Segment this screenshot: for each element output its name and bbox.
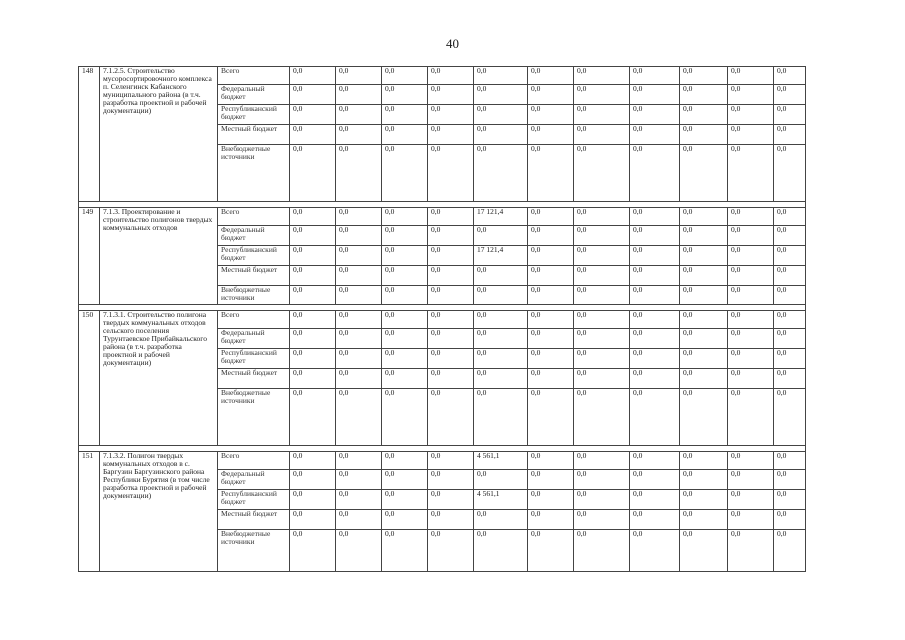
value-cell: 0,0 bbox=[774, 452, 806, 470]
value-cell: 0,0 bbox=[630, 329, 680, 349]
value-cell: 0,0 bbox=[630, 510, 680, 530]
value-cell: 0,0 bbox=[382, 490, 428, 510]
value-cell: 0,0 bbox=[290, 226, 336, 246]
value-cell: 0,0 bbox=[774, 125, 806, 145]
funding-source: Республиканский бюджет bbox=[218, 490, 290, 510]
page-number: 40 bbox=[446, 36, 459, 51]
value-cell: 0,0 bbox=[290, 510, 336, 530]
value-cell: 0,0 bbox=[630, 470, 680, 490]
value-cell: 0,0 bbox=[774, 490, 806, 510]
value-cell: 0,0 bbox=[290, 490, 336, 510]
value-cell: 0,0 bbox=[574, 246, 630, 266]
funding-source: Республиканский бюджет bbox=[218, 105, 290, 125]
value-cell: 0,0 bbox=[336, 125, 382, 145]
value-cell: 0,0 bbox=[528, 349, 574, 369]
value-cell: 0,0 bbox=[680, 470, 728, 490]
value-cell: 0,0 bbox=[574, 226, 630, 246]
value-cell: 0,0 bbox=[680, 329, 728, 349]
value-cell: 0,0 bbox=[290, 125, 336, 145]
value-cell: 0,0 bbox=[474, 329, 528, 349]
funding-source: Федеральный бюджет bbox=[218, 226, 290, 246]
value-cell: 0,0 bbox=[680, 67, 728, 85]
value-cell: 0,0 bbox=[630, 530, 680, 572]
measure-title: 7.1.2.5. Строительство мусоросортировочного комплекса п. Селенгинск Кабанского муниципального района (в т.ч. разработка проектной и рабочей документации) bbox=[100, 67, 218, 202]
value-cell: 0,0 bbox=[728, 125, 774, 145]
value-cell: 0,0 bbox=[474, 85, 528, 105]
value-cell: 0,0 bbox=[290, 470, 336, 490]
value-cell: 0,0 bbox=[680, 369, 728, 389]
value-cell: 0,0 bbox=[774, 67, 806, 85]
value-cell: 0,0 bbox=[528, 266, 574, 286]
value-cell: 0,0 bbox=[382, 226, 428, 246]
value-cell: 0,0 bbox=[428, 246, 474, 266]
value-cell: 0,0 bbox=[336, 389, 382, 446]
value-cell: 0,0 bbox=[680, 286, 728, 305]
row-number: 148 bbox=[79, 67, 100, 202]
funding-source: Всего bbox=[218, 67, 290, 85]
funding-source: Всего bbox=[218, 311, 290, 329]
value-cell: 0,0 bbox=[728, 246, 774, 266]
measure-title: 7.1.3.1. Строительство полигона твердых коммунальных отходов сельского поселения Турунтаевское Прибайкальского района (в т.ч. разработка проектной и рабочей документации) bbox=[100, 311, 218, 446]
value-cell: 0,0 bbox=[630, 67, 680, 85]
value-cell: 0,0 bbox=[774, 510, 806, 530]
value-cell: 0,0 bbox=[528, 311, 574, 329]
value-cell: 0,0 bbox=[336, 246, 382, 266]
value-cell: 0,0 bbox=[336, 226, 382, 246]
value-cell: 0,0 bbox=[474, 67, 528, 85]
value-cell: 0,0 bbox=[528, 125, 574, 145]
value-cell: 0,0 bbox=[528, 490, 574, 510]
value-cell: 0,0 bbox=[290, 530, 336, 572]
value-cell: 0,0 bbox=[290, 452, 336, 470]
value-cell: 0,0 bbox=[382, 67, 428, 85]
value-cell: 0,0 bbox=[474, 286, 528, 305]
value-cell: 0,0 bbox=[630, 145, 680, 202]
funding-source: Республиканский бюджет bbox=[218, 246, 290, 266]
value-cell: 0,0 bbox=[382, 145, 428, 202]
value-cell: 0,0 bbox=[728, 470, 774, 490]
value-cell: 0,0 bbox=[728, 490, 774, 510]
value-cell: 0,0 bbox=[728, 286, 774, 305]
value-cell: 0,0 bbox=[528, 226, 574, 246]
value-cell: 0,0 bbox=[680, 510, 728, 530]
value-cell: 0,0 bbox=[428, 470, 474, 490]
value-cell: 0,0 bbox=[336, 311, 382, 329]
value-cell: 0,0 bbox=[474, 125, 528, 145]
value-cell: 0,0 bbox=[680, 452, 728, 470]
value-cell: 0,0 bbox=[574, 85, 630, 105]
value-cell: 0,0 bbox=[382, 266, 428, 286]
value-cell: 0,0 bbox=[574, 510, 630, 530]
value-cell: 0,0 bbox=[528, 286, 574, 305]
value-cell: 0,0 bbox=[774, 369, 806, 389]
value-cell: 0,0 bbox=[574, 490, 630, 510]
value-cell: 0,0 bbox=[290, 311, 336, 329]
value-cell: 0,0 bbox=[382, 125, 428, 145]
value-cell: 0,0 bbox=[680, 145, 728, 202]
value-cell: 17 121,4 bbox=[474, 208, 528, 226]
value-cell: 0,0 bbox=[630, 349, 680, 369]
value-cell: 0,0 bbox=[474, 369, 528, 389]
value-cell: 0,0 bbox=[382, 369, 428, 389]
value-cell: 0,0 bbox=[336, 286, 382, 305]
value-cell: 0,0 bbox=[630, 246, 680, 266]
value-cell: 0,0 bbox=[630, 452, 680, 470]
value-cell: 0,0 bbox=[680, 246, 728, 266]
value-cell: 0,0 bbox=[574, 389, 630, 446]
value-cell: 0,0 bbox=[680, 105, 728, 125]
value-cell: 0,0 bbox=[680, 311, 728, 329]
value-cell: 0,0 bbox=[528, 510, 574, 530]
table-row bbox=[79, 452, 806, 470]
value-cell: 0,0 bbox=[728, 349, 774, 369]
value-cell: 0,0 bbox=[774, 530, 806, 572]
value-cell: 0,0 bbox=[428, 510, 474, 530]
table-row bbox=[79, 208, 806, 226]
value-cell: 0,0 bbox=[428, 329, 474, 349]
value-cell: 0,0 bbox=[336, 530, 382, 572]
value-cell: 0,0 bbox=[680, 226, 728, 246]
value-cell: 0,0 bbox=[774, 85, 806, 105]
measure-title: 7.1.3.2. Полигон твердых коммунальных отходов в с. Баргузин Баргузинского района Республики Бурятия (в том числе разработка проектной и рабочей документации) bbox=[100, 452, 218, 572]
value-cell: 0,0 bbox=[474, 226, 528, 246]
value-cell: 0,0 bbox=[290, 389, 336, 446]
funding-source: Местный бюджет bbox=[218, 510, 290, 530]
value-cell: 0,0 bbox=[528, 145, 574, 202]
value-cell: 0,0 bbox=[528, 246, 574, 266]
value-cell: 0,0 bbox=[728, 311, 774, 329]
row-number: 149 bbox=[79, 208, 100, 305]
value-cell: 0,0 bbox=[428, 266, 474, 286]
value-cell: 0,0 bbox=[630, 105, 680, 125]
value-cell: 0,0 bbox=[336, 452, 382, 470]
value-cell: 0,0 bbox=[774, 389, 806, 446]
value-cell: 0,0 bbox=[774, 311, 806, 329]
value-cell: 0,0 bbox=[574, 452, 630, 470]
value-cell: 0,0 bbox=[728, 67, 774, 85]
value-cell: 0,0 bbox=[774, 208, 806, 226]
value-cell: 0,0 bbox=[680, 208, 728, 226]
table-row bbox=[79, 311, 806, 329]
row-number: 150 bbox=[79, 311, 100, 446]
value-cell: 0,0 bbox=[336, 470, 382, 490]
value-cell: 0,0 bbox=[382, 349, 428, 369]
value-cell: 0,0 bbox=[630, 226, 680, 246]
value-cell: 4 561,1 bbox=[474, 490, 528, 510]
value-cell: 0,0 bbox=[290, 266, 336, 286]
value-cell: 0,0 bbox=[728, 266, 774, 286]
value-cell: 0,0 bbox=[728, 369, 774, 389]
row-number: 151 bbox=[79, 452, 100, 572]
value-cell: 0,0 bbox=[382, 105, 428, 125]
value-cell: 0,0 bbox=[336, 349, 382, 369]
value-cell: 0,0 bbox=[728, 105, 774, 125]
funding-source: Внебюджетные источники bbox=[218, 389, 290, 446]
value-cell: 0,0 bbox=[728, 208, 774, 226]
value-cell: 0,0 bbox=[336, 369, 382, 389]
value-cell: 0,0 bbox=[428, 85, 474, 105]
value-cell: 0,0 bbox=[528, 452, 574, 470]
value-cell: 0,0 bbox=[728, 530, 774, 572]
value-cell: 0,0 bbox=[474, 105, 528, 125]
value-cell: 0,0 bbox=[382, 311, 428, 329]
value-cell: 0,0 bbox=[528, 105, 574, 125]
funding-source: Республиканский бюджет bbox=[218, 349, 290, 369]
value-cell: 0,0 bbox=[382, 510, 428, 530]
value-cell: 0,0 bbox=[336, 105, 382, 125]
value-cell: 0,0 bbox=[336, 208, 382, 226]
value-cell: 0,0 bbox=[574, 145, 630, 202]
value-cell: 0,0 bbox=[774, 329, 806, 349]
value-cell: 0,0 bbox=[290, 85, 336, 105]
value-cell: 0,0 bbox=[528, 470, 574, 490]
value-cell: 0,0 bbox=[382, 530, 428, 572]
value-cell: 0,0 bbox=[336, 490, 382, 510]
value-cell: 0,0 bbox=[528, 389, 574, 446]
value-cell: 0,0 bbox=[474, 311, 528, 329]
funding-source: Местный бюджет bbox=[218, 125, 290, 145]
value-cell: 0,0 bbox=[382, 329, 428, 349]
value-cell: 0,0 bbox=[728, 329, 774, 349]
value-cell: 0,0 bbox=[680, 85, 728, 105]
value-cell: 0,0 bbox=[428, 452, 474, 470]
value-cell: 0,0 bbox=[336, 145, 382, 202]
funding-source: Внебюджетные источники bbox=[218, 530, 290, 572]
value-cell: 0,0 bbox=[680, 266, 728, 286]
funding-source: Местный бюджет bbox=[218, 369, 290, 389]
value-cell: 0,0 bbox=[728, 452, 774, 470]
value-cell: 0,0 bbox=[680, 389, 728, 446]
value-cell: 0,0 bbox=[630, 85, 680, 105]
funding-source: Внебюджетные источники bbox=[218, 286, 290, 305]
value-cell: 0,0 bbox=[728, 85, 774, 105]
budget-table bbox=[78, 66, 806, 572]
value-cell: 0,0 bbox=[474, 470, 528, 490]
value-cell: 0,0 bbox=[290, 145, 336, 202]
value-cell: 0,0 bbox=[574, 105, 630, 125]
value-cell: 0,0 bbox=[728, 389, 774, 446]
value-cell: 4 561,1 bbox=[474, 452, 528, 470]
value-cell: 0,0 bbox=[382, 85, 428, 105]
value-cell: 0,0 bbox=[574, 208, 630, 226]
value-cell: 0,0 bbox=[290, 208, 336, 226]
value-cell: 0,0 bbox=[574, 369, 630, 389]
value-cell: 17 121,4 bbox=[474, 246, 528, 266]
funding-source: Федеральный бюджет bbox=[218, 85, 290, 105]
value-cell: 0,0 bbox=[382, 389, 428, 446]
value-cell: 0,0 bbox=[474, 510, 528, 530]
value-cell: 0,0 bbox=[574, 125, 630, 145]
value-cell: 0,0 bbox=[574, 329, 630, 349]
value-cell: 0,0 bbox=[336, 329, 382, 349]
value-cell: 0,0 bbox=[428, 226, 474, 246]
value-cell: 0,0 bbox=[728, 145, 774, 202]
funding-source: Федеральный бюджет bbox=[218, 329, 290, 349]
value-cell: 0,0 bbox=[428, 208, 474, 226]
value-cell: 0,0 bbox=[728, 226, 774, 246]
value-cell: 0,0 bbox=[774, 470, 806, 490]
value-cell: 0,0 bbox=[382, 286, 428, 305]
budget-table-body bbox=[79, 67, 806, 572]
value-cell: 0,0 bbox=[774, 226, 806, 246]
value-cell: 0,0 bbox=[630, 286, 680, 305]
funding-source: Федеральный бюджет bbox=[218, 470, 290, 490]
value-cell: 0,0 bbox=[630, 490, 680, 510]
value-cell: 0,0 bbox=[290, 246, 336, 266]
value-cell: 0,0 bbox=[574, 470, 630, 490]
table-row bbox=[79, 67, 806, 85]
value-cell: 0,0 bbox=[428, 369, 474, 389]
value-cell: 0,0 bbox=[382, 470, 428, 490]
value-cell: 0,0 bbox=[290, 67, 336, 85]
value-cell: 0,0 bbox=[574, 530, 630, 572]
value-cell: 0,0 bbox=[680, 349, 728, 369]
value-cell: 0,0 bbox=[428, 490, 474, 510]
value-cell: 0,0 bbox=[428, 67, 474, 85]
value-cell: 0,0 bbox=[774, 246, 806, 266]
value-cell: 0,0 bbox=[474, 389, 528, 446]
value-cell: 0,0 bbox=[528, 67, 574, 85]
value-cell: 0,0 bbox=[290, 286, 336, 305]
value-cell: 0,0 bbox=[630, 389, 680, 446]
value-cell: 0,0 bbox=[774, 286, 806, 305]
value-cell: 0,0 bbox=[574, 349, 630, 369]
value-cell: 0,0 bbox=[428, 145, 474, 202]
measure-title: 7.1.3. Проектирование и строительство полигонов твердых коммунальных отходов bbox=[100, 208, 218, 305]
value-cell: 0,0 bbox=[528, 329, 574, 349]
value-cell: 0,0 bbox=[528, 85, 574, 105]
value-cell: 0,0 bbox=[630, 125, 680, 145]
value-cell: 0,0 bbox=[630, 311, 680, 329]
value-cell: 0,0 bbox=[290, 329, 336, 349]
value-cell: 0,0 bbox=[336, 266, 382, 286]
value-cell: 0,0 bbox=[474, 349, 528, 369]
value-cell: 0,0 bbox=[574, 311, 630, 329]
value-cell: 0,0 bbox=[336, 85, 382, 105]
value-cell: 0,0 bbox=[574, 286, 630, 305]
value-cell: 0,0 bbox=[428, 349, 474, 369]
value-cell: 0,0 bbox=[428, 125, 474, 145]
value-cell: 0,0 bbox=[290, 349, 336, 369]
value-cell: 0,0 bbox=[428, 311, 474, 329]
value-cell: 0,0 bbox=[528, 530, 574, 572]
value-cell: 0,0 bbox=[428, 105, 474, 125]
value-cell: 0,0 bbox=[574, 266, 630, 286]
value-cell: 0,0 bbox=[336, 510, 382, 530]
funding-source: Всего bbox=[218, 208, 290, 226]
value-cell: 0,0 bbox=[428, 389, 474, 446]
value-cell: 0,0 bbox=[774, 145, 806, 202]
funding-source: Местный бюджет bbox=[218, 266, 290, 286]
funding-source: Внебюджетные источники bbox=[218, 145, 290, 202]
value-cell: 0,0 bbox=[774, 105, 806, 125]
value-cell: 0,0 bbox=[474, 145, 528, 202]
value-cell: 0,0 bbox=[630, 208, 680, 226]
value-cell: 0,0 bbox=[290, 105, 336, 125]
value-cell: 0,0 bbox=[680, 530, 728, 572]
value-cell: 0,0 bbox=[680, 490, 728, 510]
value-cell: 0,0 bbox=[382, 208, 428, 226]
value-cell: 0,0 bbox=[382, 246, 428, 266]
value-cell: 0,0 bbox=[428, 286, 474, 305]
value-cell: 0,0 bbox=[382, 452, 428, 470]
value-cell: 0,0 bbox=[528, 208, 574, 226]
value-cell: 0,0 bbox=[428, 530, 474, 572]
value-cell: 0,0 bbox=[630, 266, 680, 286]
value-cell: 0,0 bbox=[630, 369, 680, 389]
value-cell: 0,0 bbox=[290, 369, 336, 389]
value-cell: 0,0 bbox=[336, 67, 382, 85]
value-cell: 0,0 bbox=[728, 510, 774, 530]
value-cell: 0,0 bbox=[528, 369, 574, 389]
value-cell: 0,0 bbox=[774, 266, 806, 286]
value-cell: 0,0 bbox=[474, 266, 528, 286]
value-cell: 0,0 bbox=[474, 530, 528, 572]
value-cell: 0,0 bbox=[680, 125, 728, 145]
funding-source: Всего bbox=[218, 452, 290, 470]
value-cell: 0,0 bbox=[574, 67, 630, 85]
value-cell: 0,0 bbox=[774, 349, 806, 369]
